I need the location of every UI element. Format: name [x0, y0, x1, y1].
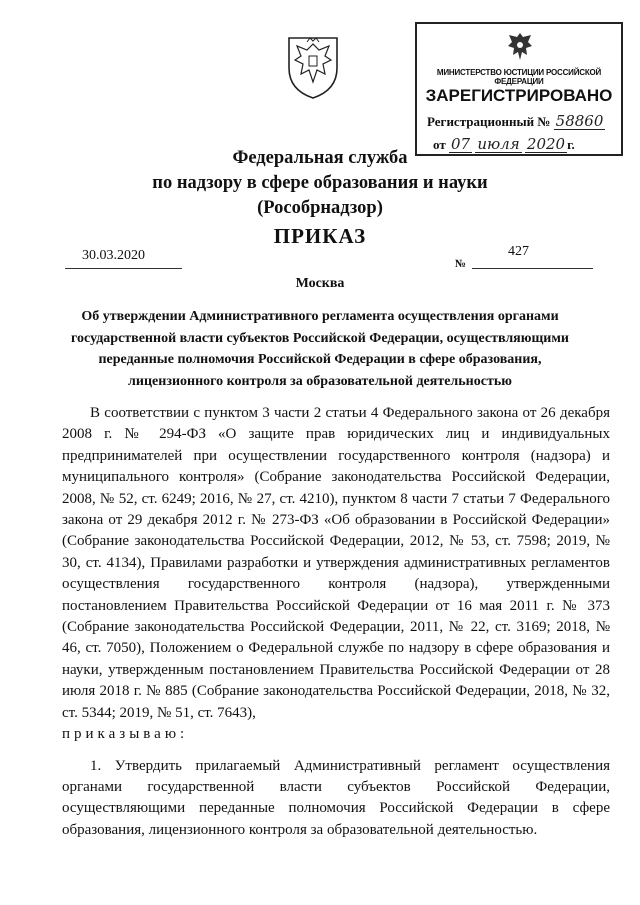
stamp-reg-number-row	[427, 114, 605, 130]
stamp-reg-number-value: 58860	[555, 112, 604, 130]
city: Москва	[295, 276, 345, 291]
registration-stamp	[415, 22, 623, 156]
order-word: приказываю:	[62, 726, 189, 743]
order-date: 30.03.2020	[82, 248, 145, 263]
stamp-registered: ЗАРЕГИСТРИРОВАНО	[425, 86, 613, 105]
org-line-2: по надзору в сфере образования и науки	[152, 173, 488, 193]
number-sign: №	[455, 258, 467, 270]
order-number: 427	[508, 244, 529, 259]
stamp-date-suffix: г.	[567, 137, 575, 152]
stamp-reg-number-label: Регистрационный №	[427, 114, 551, 129]
point-1-paragraph: 1. Утвердить прилагаемый Административный регламент осуществления органами государственной власти субъектов Российской Федерации, осуществляющими переданные полномочия Российской Федерации в сфере образования, лицензионного контроля за образовательной деятельностью.	[62, 757, 610, 838]
org-line-3: (Рособрнадзор)	[257, 198, 383, 218]
document-title: ПРИКАЗ	[273, 224, 367, 248]
stamp-ministry: МИНИСТЕРСТВО ЮСТИЦИИ РОССИЙСКОЙ ФЕДЕРАЦИИ	[436, 68, 602, 86]
order-subject: Об утверждении Административного регламента осуществления органами государственной власти субъектов Российской Федерации, осуществляющими переданные полномочия Российской Федерации в сфере образования, лицензионного контроля за образовательной деятельностью	[71, 309, 569, 389]
stamp-date-day: 07	[450, 135, 471, 153]
stamp-date-prefix: от	[433, 137, 446, 152]
stamp-date-month: июля	[477, 135, 520, 153]
org-line-1: Федеральная служба	[232, 148, 408, 168]
coat-of-arms-emblem	[283, 28, 343, 100]
date-underline	[65, 268, 182, 269]
preamble-paragraph: В соответствии с пунктом 3 части 2 статьи 4 Федерального закона от 26 декабря 2008 г. № 294-ФЗ «О защите прав юридических лиц и индивидуальных предпринимателей при осуществлении государственного контроля (надзора) и муниципального контроля» (Собрание законодательства Российской Федерации, 2008, № 52, ст. 6249; 2016, № 27, ст. 4210), пунктом 8 части 7 статьи 7 Федерального закона от 29 декабря 2012 г. № 273-ФЗ «Об образовании в Российской Федерации» (Собрание законодательства Российской Федерации, 2012, № 53, ст. 7598; 2019, № 30, ст. 4134), Правилами разработки и утверждения административных регламентов осуществления государственного контроля (надзора), утвержденными постановлением Правительства Российской Федерации от 16 мая 2011 г. № 373 (Собрание законодательства Российской Федерации, 2011, № 22, ст. 3169; 2018, № 46, ст. 7050), Положением о Федеральной службе по надзору в сфере образования и науки, утвержденным постановлением Правительства Российской Федерации от 28 июля 2018 г. № 885 (Собрание законодательства Российской Федерации, 2018, № 32, ст. 5344; 2019, № 51, ст. 7643),	[62, 405, 610, 721]
order-body	[62, 403, 610, 841]
number-underline	[472, 268, 593, 269]
stamp-emblem-icon	[505, 30, 535, 64]
stamp-date-year: 2020	[526, 135, 566, 153]
